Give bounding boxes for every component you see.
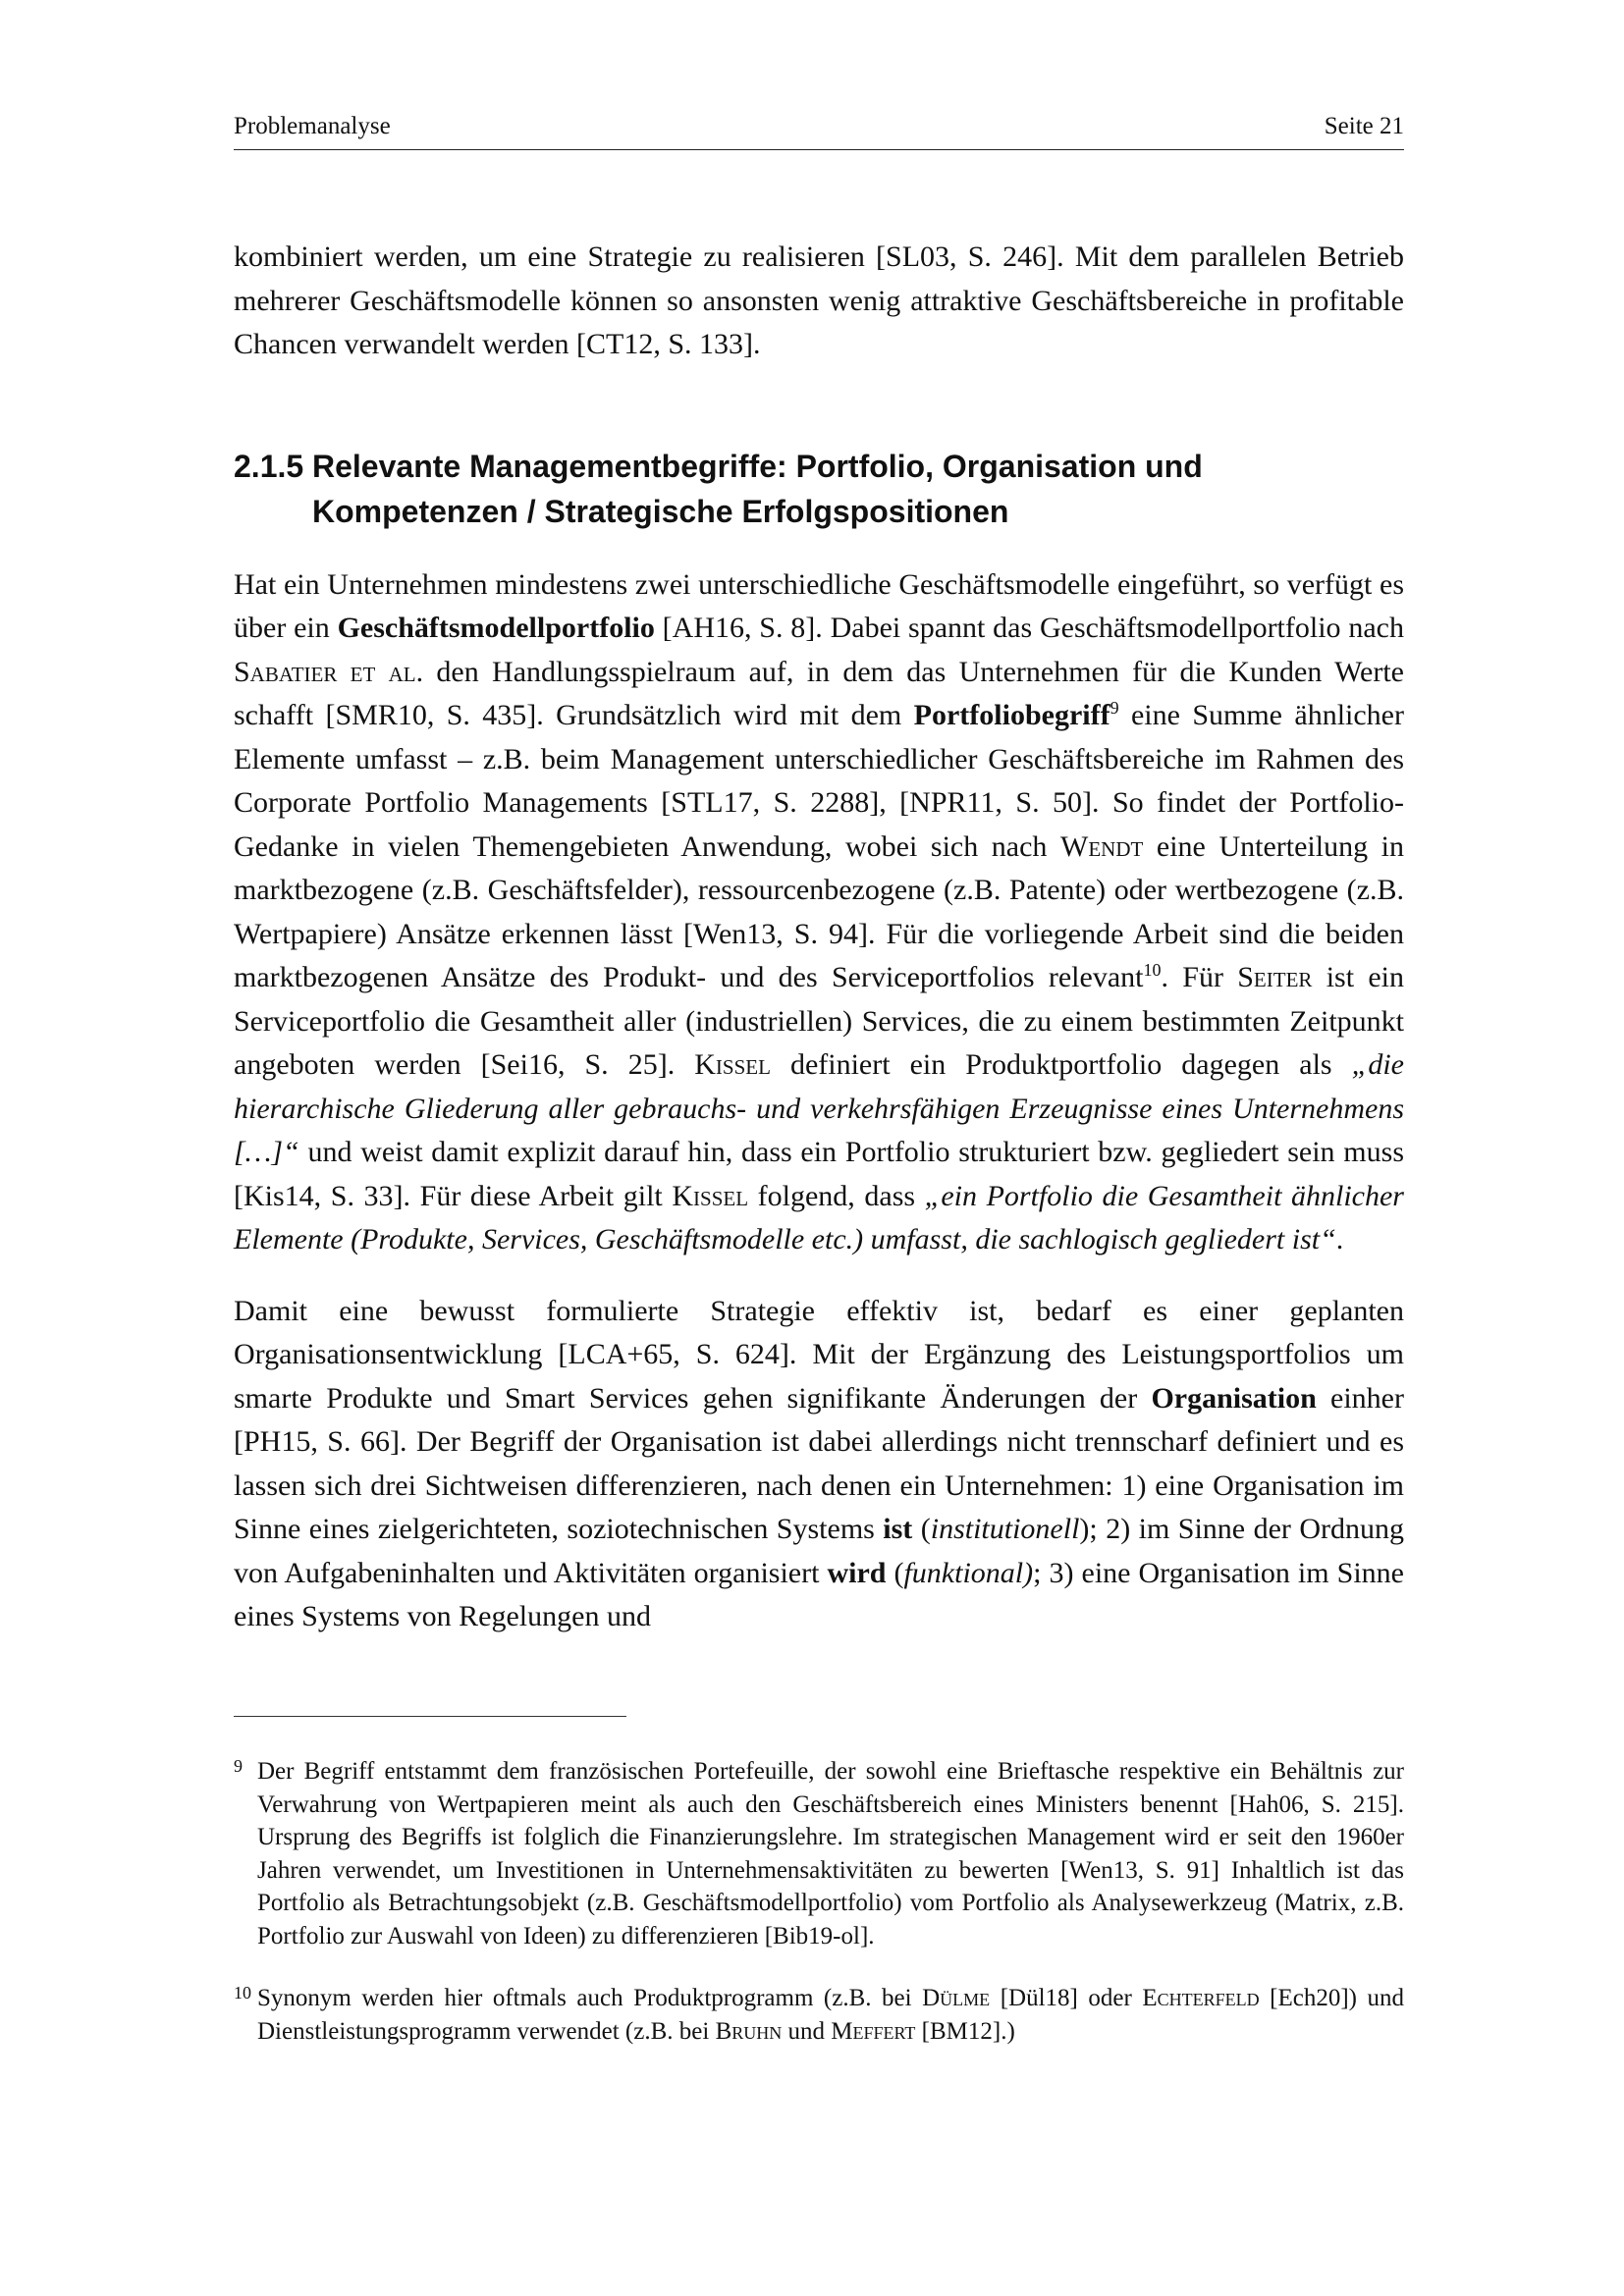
footnote-ref-9[interactable]: 9	[1110, 698, 1119, 718]
footnote-text: Der Begriff entstammt dem französischen Portefeuille, der sowohl eine Brieftasche respektive ein Behältnis zur Verwahrung von Wertpapieren meint als auch den Geschäftsbereich eines Ministers benennt [Hah06, S. 215]. Ursprung des Begriffs ist folglich die Finanzierungslehre. Im strategischen Management wird er seit den 1960er Jahren verwendet, um Investitionen in Unternehmensaktivitäten zu bewerten [Wen13, S. 91] Inhaltlich ist das Portfolio als Betrachtungsobjekt (z.B. Geschäftsmodellportfolio) vom Portfolio als Analysewerkzeug (Matrix, z.B. Portfolio zur Auswahl von Ideen) zu differenzieren [Bib19-ol].	[257, 1758, 1404, 1949]
section-title: Relevante Managementbegriffe: Portfolio, Organisation und Kompetenzen / Strategische Erfolgspositionen	[312, 448, 1203, 529]
header-chapter-title: Problemanalyse	[234, 113, 391, 139]
page-header	[234, 108, 1404, 150]
text-span: Damit eine bewusst formulierte Strategie effektiv ist, bedarf es einer geplanten Organisationsentwicklung [LCA+65, S. 624]. Mit der Ergänzung des Leistungsportfolios um smarte Produkte und Smart Services gehen signifikante Änderungen der	[234, 1294, 1404, 1415]
emphasis-institutionell: institutionell	[930, 1513, 1080, 1545]
text-span: folgend, dass	[748, 1179, 925, 1212]
text-span: .	[1335, 1223, 1344, 1255]
emphasis-funktional: funktional)	[903, 1556, 1034, 1589]
text-span: einher [PH15, S. 66]. Der Begriff der Organisation ist dabei allerdings nicht trennscharf definiert und es lassen sich drei Sichtweisen differenzieren, nach denen ein Unternehmen: 1) eine Organisation im Sinne eines zielgerichteten, soziotechnischen Systems	[234, 1381, 1404, 1545]
term-portfoliobegriff: Portfoliobegriff	[913, 699, 1110, 731]
text-span: ; 3) eine Organisation im Sinne eines Systems von Regelungen und	[234, 1556, 1404, 1632]
author-name: Bruhn	[715, 2017, 783, 2045]
footnote-separator	[234, 1716, 626, 1717]
footnotes	[234, 1755, 1404, 2077]
text-span: ); 2) im Sinne der Ordnung von Aufgabeninhalten und Aktivitäten organisiert	[234, 1513, 1405, 1589]
author-name: Dülme	[922, 1985, 991, 2011]
text-span: Synonym werden hier oftmals auch Produktprogramm (z.B. bei	[257, 1985, 923, 2011]
text-span: [Dül18] oder	[990, 1985, 1143, 2011]
author-name: Echterfeld	[1142, 1985, 1260, 2011]
header-page-number: Seite 21	[1324, 113, 1404, 139]
definition-quote: „ein Portfolio die Gesamtheit ähnlicher Elemente (Produkte, Services, Geschäftsmodelle etc.) umfasst, die sachlogisch gegliedert ist“	[234, 1179, 1404, 1255]
author-name: Seiter	[1237, 961, 1313, 993]
author-name: Wendt	[1060, 829, 1144, 863]
text-span: . Für	[1161, 961, 1238, 993]
main-content	[234, 236, 1404, 1639]
emphasis-ist: ist	[883, 1513, 913, 1545]
text-span: (	[886, 1556, 904, 1589]
text-span: Hat ein Unternehmen mindestens zwei unterschiedliche Geschäftsmodelle eingeführt, so verfügt es über ein	[234, 567, 1404, 644]
text-span: [AH16, S. 8]. Dabei spannt das Geschäftsmodellportfolio nach	[654, 612, 1404, 644]
text-span: und	[782, 2017, 832, 2045]
emphasis-wird: wird	[827, 1556, 887, 1589]
text-span: eine Summe ähnlicher Elemente umfasst – z.B. beim Management unterschiedlicher Geschäftsbereiche im Rahmen des Corporate Portfolio Managements [STL17, S. 2288], [NPR11, S. 50]. So findet der Portfolio-Gedanke in vielen Themengebieten Anwendung, wobei sich nach	[234, 699, 1404, 863]
footnote-10	[234, 1982, 1404, 2048]
text-span: [Ech20]) und Dienstleistungsprogramm verwendet (z.B. bei	[257, 1985, 1405, 2045]
term-geschaeftsmodellportfolio: Geschäftsmodellportfolio	[337, 612, 655, 644]
author-name: Kissel	[694, 1048, 771, 1081]
paragraph-organisation	[234, 1290, 1404, 1639]
footnote-number: 10	[234, 1983, 251, 2002]
text-span: eine Unterteilung in marktbezogene (z.B. Geschäftsfelder), ressourcenbezogene (z.B. Patente) oder wertbezogene (z.B. Wertpapiere) Ansätze erkennen lässt [Wen13, S. 94]. Für die vorliegende Arbeit sind die beiden marktbezogenen Ansätze des Produkt- und des Serviceportfolios relevant	[234, 829, 1404, 993]
text-span: und weist damit explizit darauf hin, dass ein Portfolio strukturiert bzw. gegliedert sein muss [Kis14, S. 33]. Für diese Arbeit gilt	[234, 1136, 1404, 1212]
paragraph-portfolio	[234, 563, 1404, 1262]
author-name: Sabatier et al.	[234, 655, 424, 688]
section-heading	[234, 444, 1404, 534]
author-name: Kissel	[672, 1179, 749, 1212]
author-name: Meffert	[831, 2017, 916, 2045]
text-span: (	[912, 1513, 931, 1545]
text-span: definiert ein Produktportfolio dagegen als	[770, 1048, 1352, 1081]
text-span: den Handlungsspielraum auf, in dem das Unternehmen für die Kunden Werte schafft [SMR10, S. 435]. Grundsätzlich wird mit dem	[234, 655, 1404, 731]
text-span: [BM12].)	[915, 2017, 1015, 2045]
text-span: ist ein Serviceportfolio die Gesamtheit aller (industriellen) Services, die zu einem bestimmten Zeitpunkt angeboten werden [Sei16, S. 25].	[234, 961, 1404, 1081]
footnote-text	[257, 1982, 1404, 2048]
term-organisation: Organisation	[1151, 1381, 1317, 1415]
section-number: 2.1.5	[234, 448, 304, 484]
footnote-9	[234, 1755, 1404, 1952]
footnote-ref-10[interactable]: 10	[1143, 960, 1162, 980]
quote: „die hierarchische Gliederung aller gebrauchs- und verkehrsfähigen Erzeugnisse eines Unternehmens […]“	[234, 1048, 1404, 1168]
footnote-number: 9	[234, 1756, 243, 1776]
paragraph-intro: kombiniert werden, um eine Strategie zu realisieren [SL03, S. 246]. Mit dem parallelen Betrieb mehrerer Geschäftsmodelle können so ansonsten wenig attraktive Geschäftsbereiche in profitable Chancen verwandelt werden [CT12, S. 133].	[234, 240, 1404, 360]
